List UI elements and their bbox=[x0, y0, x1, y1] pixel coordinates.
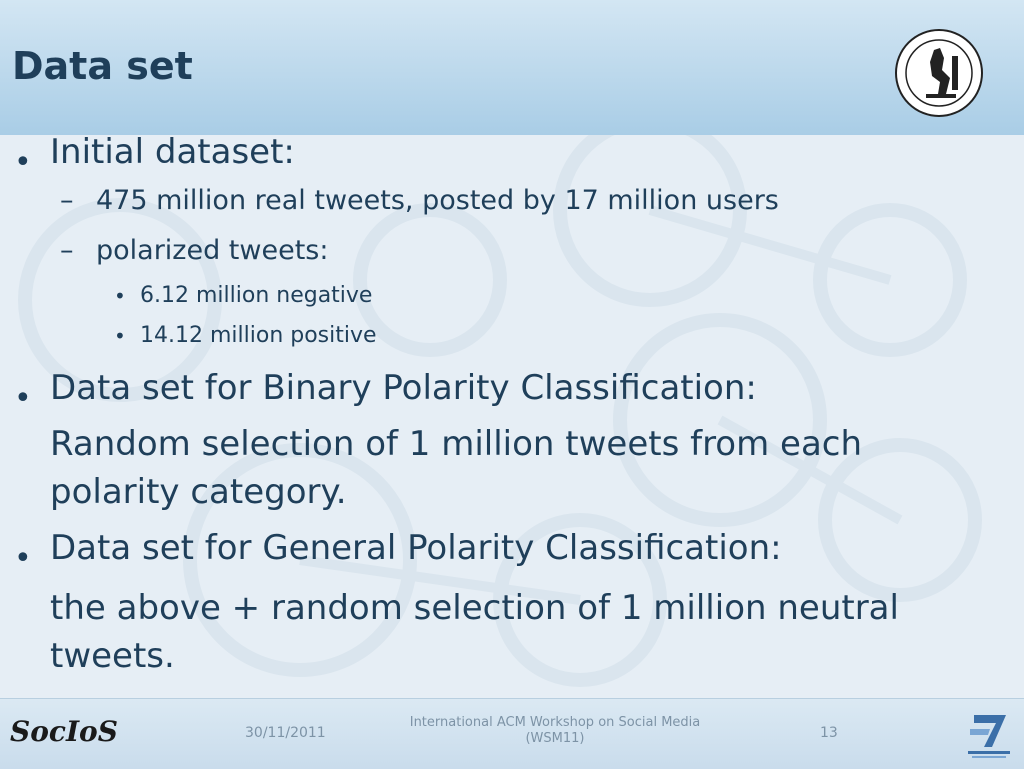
bullet-marker: • bbox=[14, 381, 32, 416]
footer-conference-line: (WSM11) bbox=[525, 731, 585, 746]
bullet-marker: • bbox=[14, 541, 32, 576]
socios-logo bbox=[8, 711, 148, 751]
page-number: 13 bbox=[820, 725, 838, 741]
bullet-marker: • bbox=[14, 145, 32, 180]
dash-marker: – bbox=[60, 185, 74, 216]
bullet-marker: • bbox=[114, 284, 126, 308]
footer-date: 30/11/2011 bbox=[245, 725, 326, 741]
bullet-text: Data set for Binary Polarity Classification: bbox=[50, 368, 757, 408]
footer-conference-line: International ACM Workshop on Social Media bbox=[409, 715, 701, 730]
slide-body bbox=[0, 132, 1024, 695]
dash-marker: – bbox=[60, 235, 74, 266]
bullet-marker: • bbox=[114, 324, 126, 348]
sub-bullet-text: 475 million real tweets, posted by 17 million users bbox=[96, 185, 779, 216]
slide-footer bbox=[0, 698, 1024, 769]
sub-sub-bullet-text: 14.12 million positive bbox=[140, 323, 377, 348]
fp7-logo bbox=[962, 707, 1016, 763]
bullet-continuation: polarity category. bbox=[50, 472, 347, 512]
footer-conference bbox=[400, 715, 710, 747]
bullet-text: Initial dataset: bbox=[50, 132, 295, 172]
bullet-continuation: the above + random selection of 1 million neutral bbox=[50, 588, 899, 628]
bullet-continuation: Random selection of 1 million tweets from each bbox=[50, 424, 863, 464]
slide-title: Data set bbox=[12, 44, 193, 88]
slide-header bbox=[0, 0, 1024, 135]
sub-bullet-text: polarized tweets: bbox=[96, 235, 329, 266]
sub-sub-bullet-text: 6.12 million negative bbox=[140, 283, 373, 308]
ntua-seal-logo bbox=[894, 28, 984, 118]
bullet-continuation: tweets. bbox=[50, 636, 175, 676]
bullet-text: Data set for General Polarity Classification: bbox=[50, 528, 782, 568]
socios-logo-text: SocIoS bbox=[10, 715, 118, 748]
